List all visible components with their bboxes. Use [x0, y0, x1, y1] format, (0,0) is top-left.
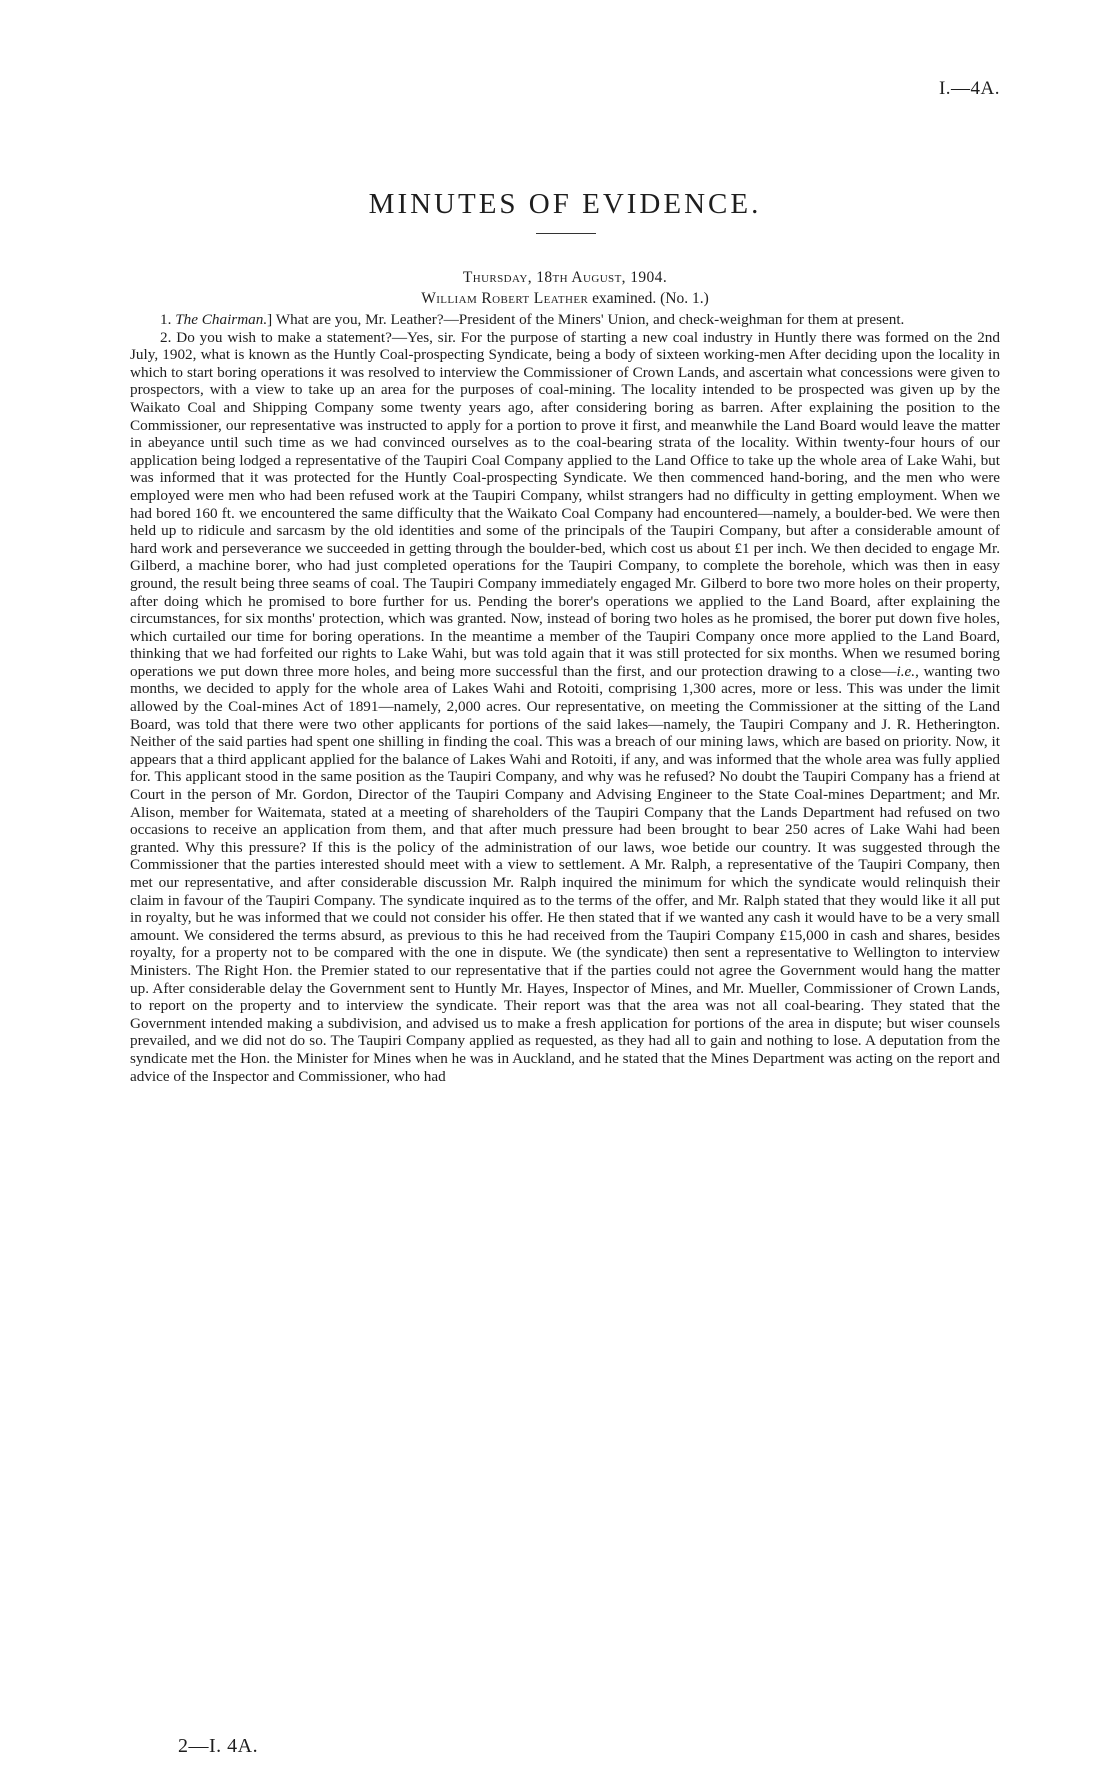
question-2-text-continued: , wanting two months, we decided to apply for the whole area of Lakes Wahi and Rotoiti, comprising 1,300 acres, more or less. This was under the limit allowed by the Coal-mines Act of 1891—namely, 2,000 acres. Our representative, on meeting the Commissioner at the sitting of the Land Board, was told that there were two other applicants for portions of the said lakes—namely, the Taupiri Company and J. R. Hetherington. Neither of the said parties had spent one shilling in finding the coal. This was a breach of our mining laws, which are based on priority. Now, it appears that a third applicant applied for the balance of Lakes Wahi and Rotoiti, if any, and was informed that the whole area was fully applied for. This applicant stood in the same position as the Taupiri Company, and why was he refused? No doubt the Taupiri Company has a friend at Court in the person of Mr. Gordon, Director of the Taupiri Company and Advising Engineer to the State Coal-mines Department; and Mr. Alison, member for Waitemata, stated at a meeting of shareholders of the Taupiri Company that the Lands Department had refused on two occasions to receive an application from them, and that after much pressure had been brought to bear 250 acres of Lake Wahi had been granted. Why this pressure? If this is the policy of the administration of our laws, woe betide our country. It was suggested through the Commissioner that the parties interested should meet with a view to settlement. A Mr. Ralph, a representative of the Taupiri Company, then met our representative, and after considerable discussion Mr. Ralph inquired the minimum for which the syndicate would relinquish their claim in favour of the Taupiri Company. The syndicate inquired as to the terms of the offer, and Mr. Ralph stated that they would like it all put in royalty, but he was informed that we could not consider his offer. He then stated that if we wanted any cash it would have to be a very small amount. We considered the terms absurd, as previous to this he had received from the Taupiri Company £15,000 in cash and shares, besides royalty, for a property not to be compared with the one in dispute. We (the syndicate) then sent a representative to Wellington to interview Ministers. The Right Hon. the Premier stated to our representative that if the parties could not agree the Government would hang the matter up. After considerable delay the Government sent to Huntly Mr. Hayes, Inspector of Mines, and Mr. Mueller, Commissioner of Crown Lands, to report on the property and to interview the syndicate. Their report was that the area was not all coal-bearing. They stated that the Government intended making a subdivision, and advised us to make a fresh application for portions of the area in dispute; but wiser counsels prevailed, and we did not do so. The Taupiri Company applied as requested, as they had all to gain and nothing to lose. A deputation from the syndicate met the Hon. the Minister for Mines when he was in Auckland, and he stated that the Mines Department was acting on the report and advice of the Inspector and Commissioner, who had	[130, 662, 1000, 1085]
question-2-ie: i.e.	[896, 662, 916, 680]
question-2	[130, 329, 1000, 1086]
printer-signature: 2—I. 4A.	[178, 1735, 259, 1757]
witness-name: William Robert Leather	[421, 290, 589, 307]
question-1	[130, 311, 1000, 329]
page-reference: I.—4A.	[938, 78, 1000, 99]
question-1-speaker: The Chairman.	[175, 311, 268, 328]
hearing-date: Thursday, 18th August, 1904.	[462, 269, 668, 286]
witness-examined-note: examined. (No. 1.)	[588, 290, 709, 307]
evidence-body	[130, 311, 1000, 1085]
question-2-text: 2. Do you wish to make a statement?—Yes, sir. For the purpose of starting a new coal industry in Huntly there was formed on the 2nd July, 1902, what is known as the Huntly Coal-prospecting Syndicate, being a body of sixteen working-men After deciding upon the locality in which to start boring operations it was resolved to interview the Commissioner of Crown Lands, and ascertain what concessions were given to prospectors, with a view to take up an area for the purposes of coal-mining. The locality intended to be prospected was given up by the Waikato Coal and Shipping Company some twenty years ago, after considering boring as barren. After explaining the position to the Commissioner, our representative was instructed to apply for a portion to prove it first, and meanwhile the Land Board would leave the matter in abeyance until such time as we had convinced ourselves as to the coal-bearing strata of the locality. Within twenty-four hours of our application being lodged a representative of the Taupiri Coal Company applied to the Land Office to take up the whole area of Lake Wahi, but was informed that it was protected for the Huntly Coal-prospecting Syndicate. We then commenced hand-boring, and the men who were employed were men who had been refused work at the Taupiri Company, whilst strangers had no difficulty in getting employment. When we had bored 160 ft. we encountered the same difficulty that the Waikato Coal Company had encountered—namely, a boulder-bed. We were then held up to ridicule and sarcasm by the old identities and some of the principals of the Taupiri Company, but after a considerable amount of hard work and perseverance we succeeded in getting through the boulder-bed, which cost us about £1 per inch. We then decided to engage Mr. Gilberd, a machine borer, who had just completed operations for the Taupiri Company, to complete the borehole, which was then in easy ground, the result being three seams of coal. The Taupiri Company immediately engaged Mr. Gilberd to bore two more holes on their property, after doing which he promised to bore further for us. Pending the borer's operations we applied to the Land Board, after explaining the circumstances, for six months' protection, which was granted. Now, instead of boring two holes as he promised, the borer put down five holes, which curtailed our time for boring operations. In the meantime a member of the Taupiri Company once more applied to the Land Board, thinking that we had forfeited our rights to Lake Wahi, but was told again that it was still protected for six months. When we resumed boring operations we put down three more holes, and being more successful than the first, and our protection drawing to a close—	[130, 328, 1000, 680]
title-divider	[536, 233, 596, 234]
question-1-number: 1.	[160, 311, 176, 328]
question-1-text: ] What are you, Mr. Leather?—President of the Miners' Union, and check-weighman for them at present.	[267, 311, 905, 328]
document-title: MINUTES OF EVIDENCE.	[368, 188, 762, 220]
witness-heading	[130, 290, 1000, 308]
